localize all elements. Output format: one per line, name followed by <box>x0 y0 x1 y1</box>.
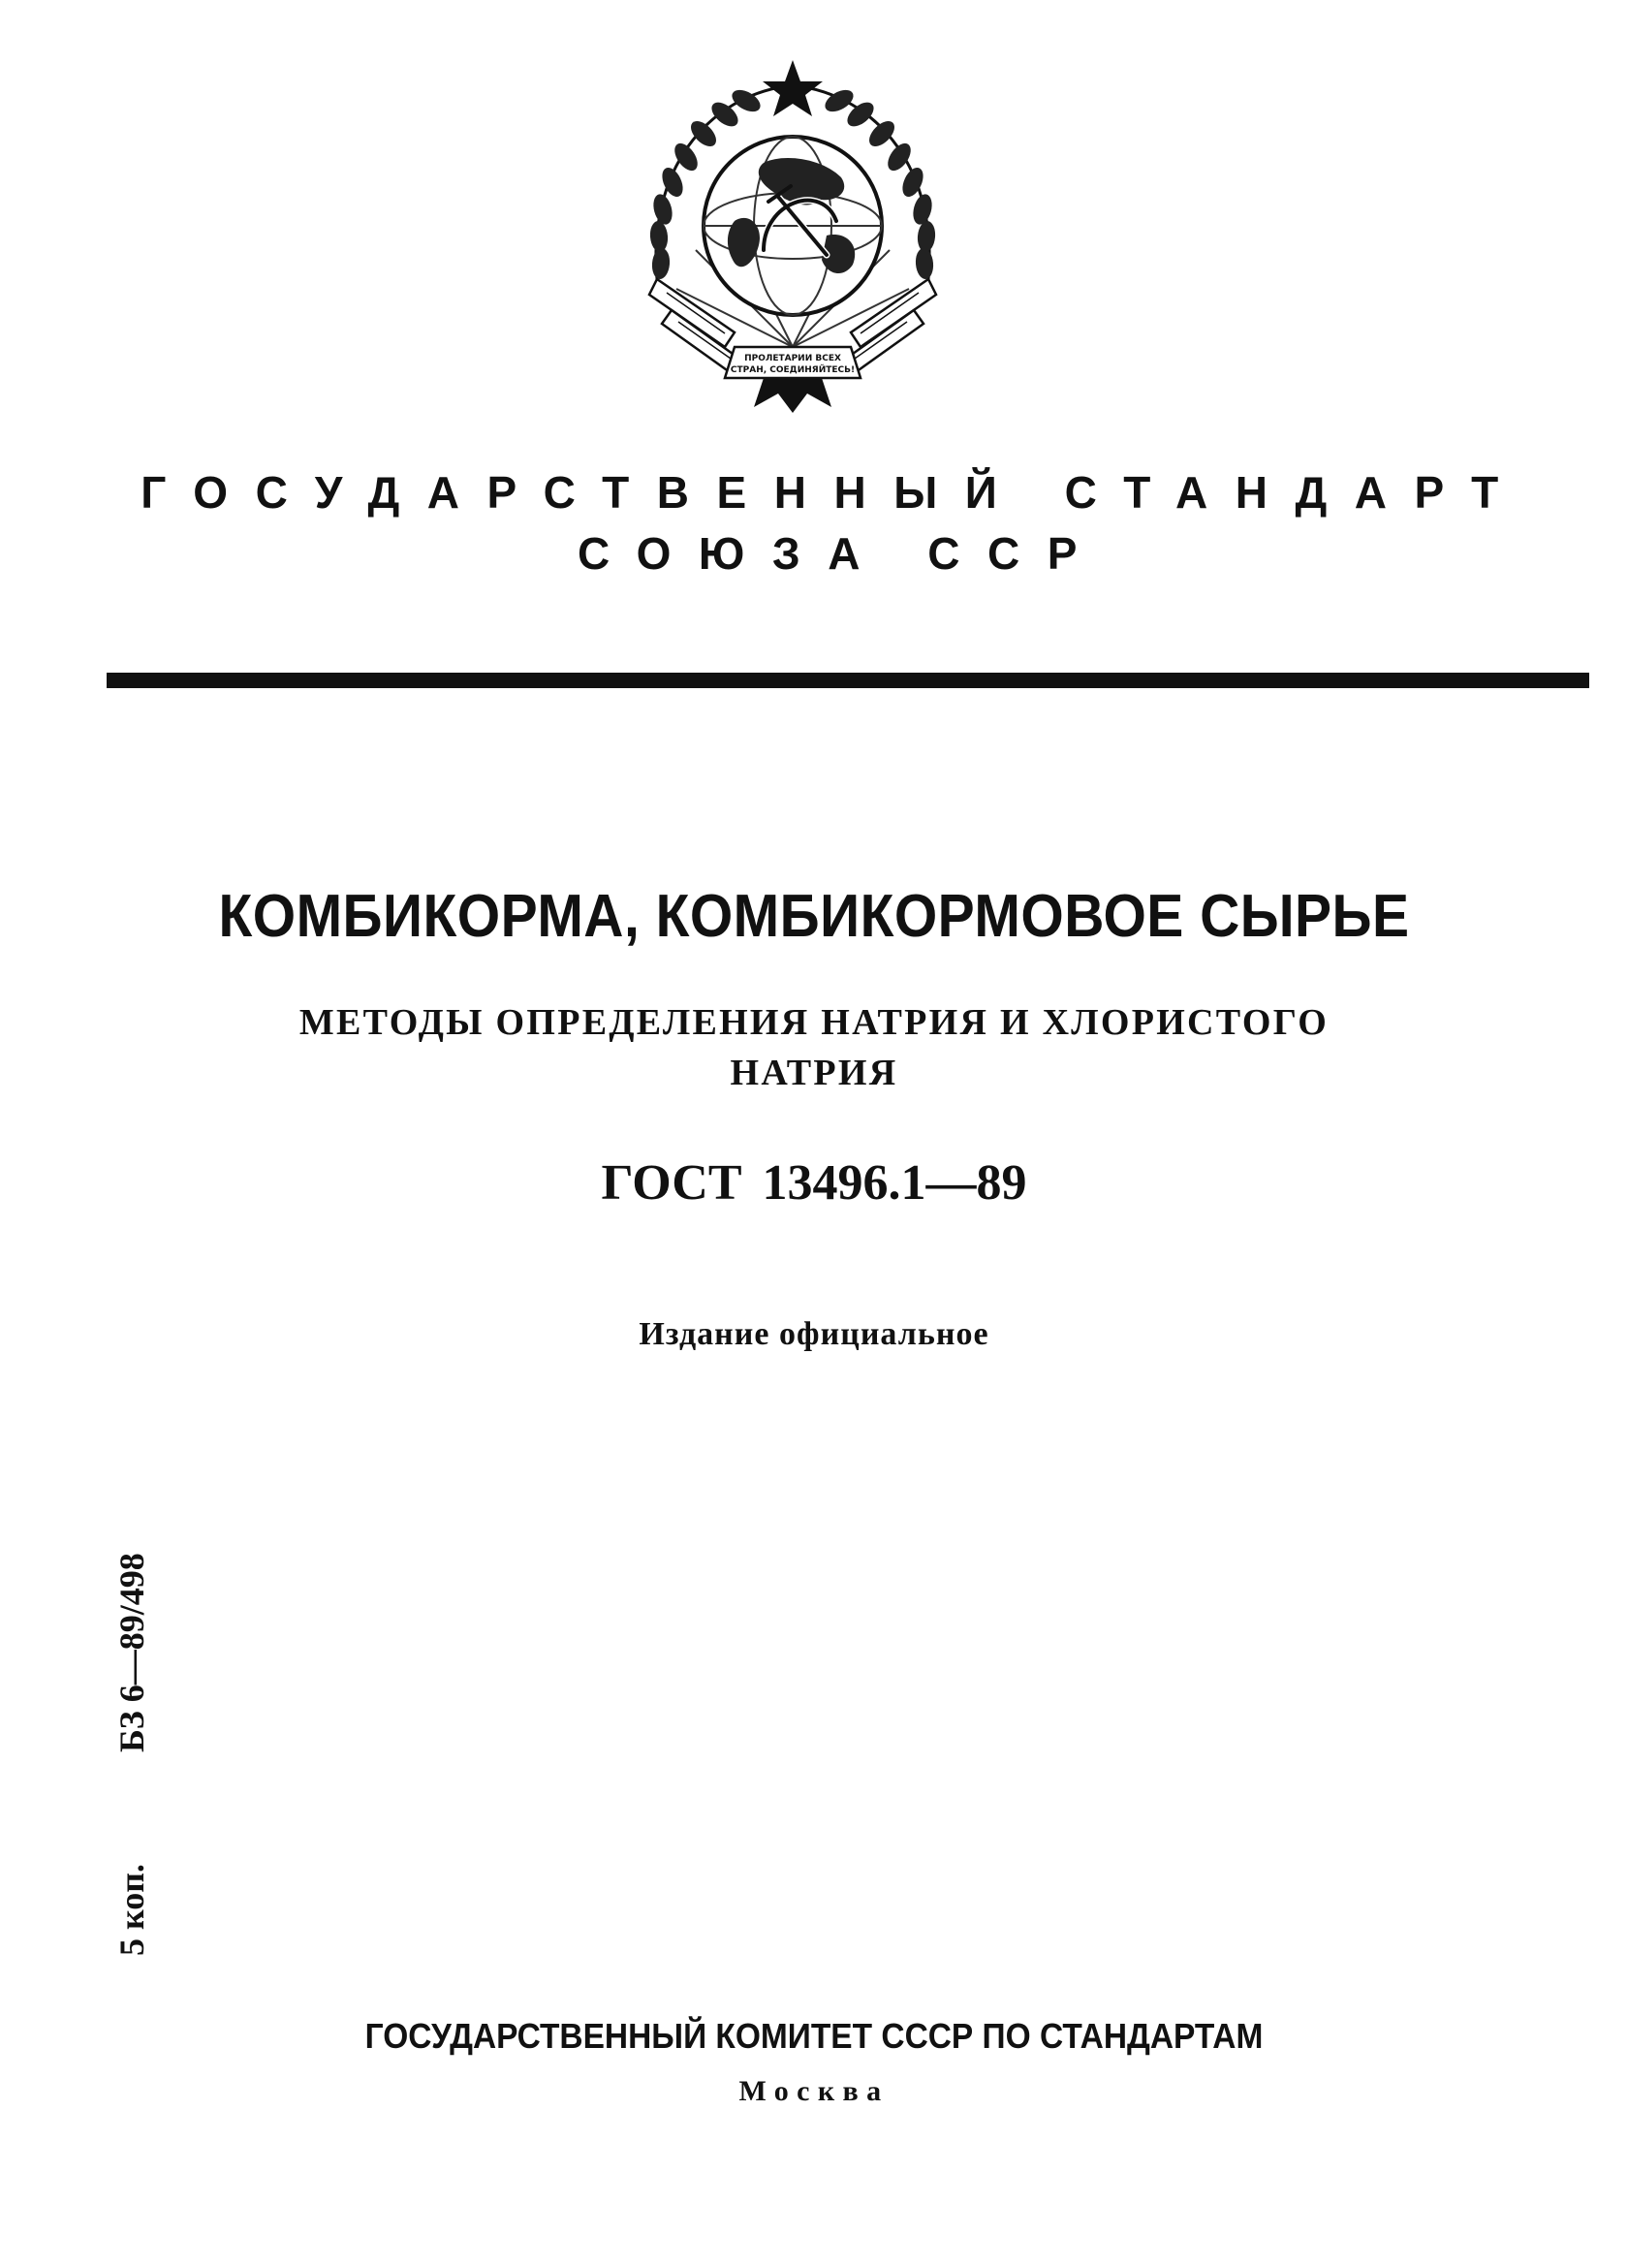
standard-header-line2: СОЮЗА ССР <box>578 528 1105 579</box>
document-title: КОМБИКОРМА, КОМБИКОРМОВОЕ СЫРЬЕ <box>218 883 1410 950</box>
document-subtitle-line2: НАТРИЯ <box>730 1053 898 1093</box>
document-subtitle-line1: МЕТОДЫ ОПРЕДЕЛЕНИЯ НАТРИЯ И ХЛОРИСТОГО <box>298 1002 1330 1043</box>
emblem-motto-left: ПРОЛЕТАРИИ ВСЕХ <box>744 354 841 363</box>
emblem-motto-right: СТРАН, СОЕДИНЯЙТЕСЬ! <box>730 365 856 375</box>
gost-number: ГОСТ 13496.1—89 <box>601 1155 1027 1211</box>
edition-label: Издание официальное <box>639 1316 989 1352</box>
side-catalog-code: БЗ 6—89/498 <box>112 1553 151 1752</box>
publisher-city: Москва <box>738 2075 890 2107</box>
ussr-state-emblem <box>618 56 967 425</box>
header-divider <box>107 673 1589 688</box>
publisher: ГОСУДАРСТВЕННЫЙ КОМИТЕТ СССР ПО СТАНДАРТАМ <box>364 2016 1264 2056</box>
side-price: 5 коп. <box>112 1863 151 1956</box>
standard-header-line1: ГОСУДАРСТВЕННЫЙ СТАНДАРТ <box>141 467 1526 518</box>
